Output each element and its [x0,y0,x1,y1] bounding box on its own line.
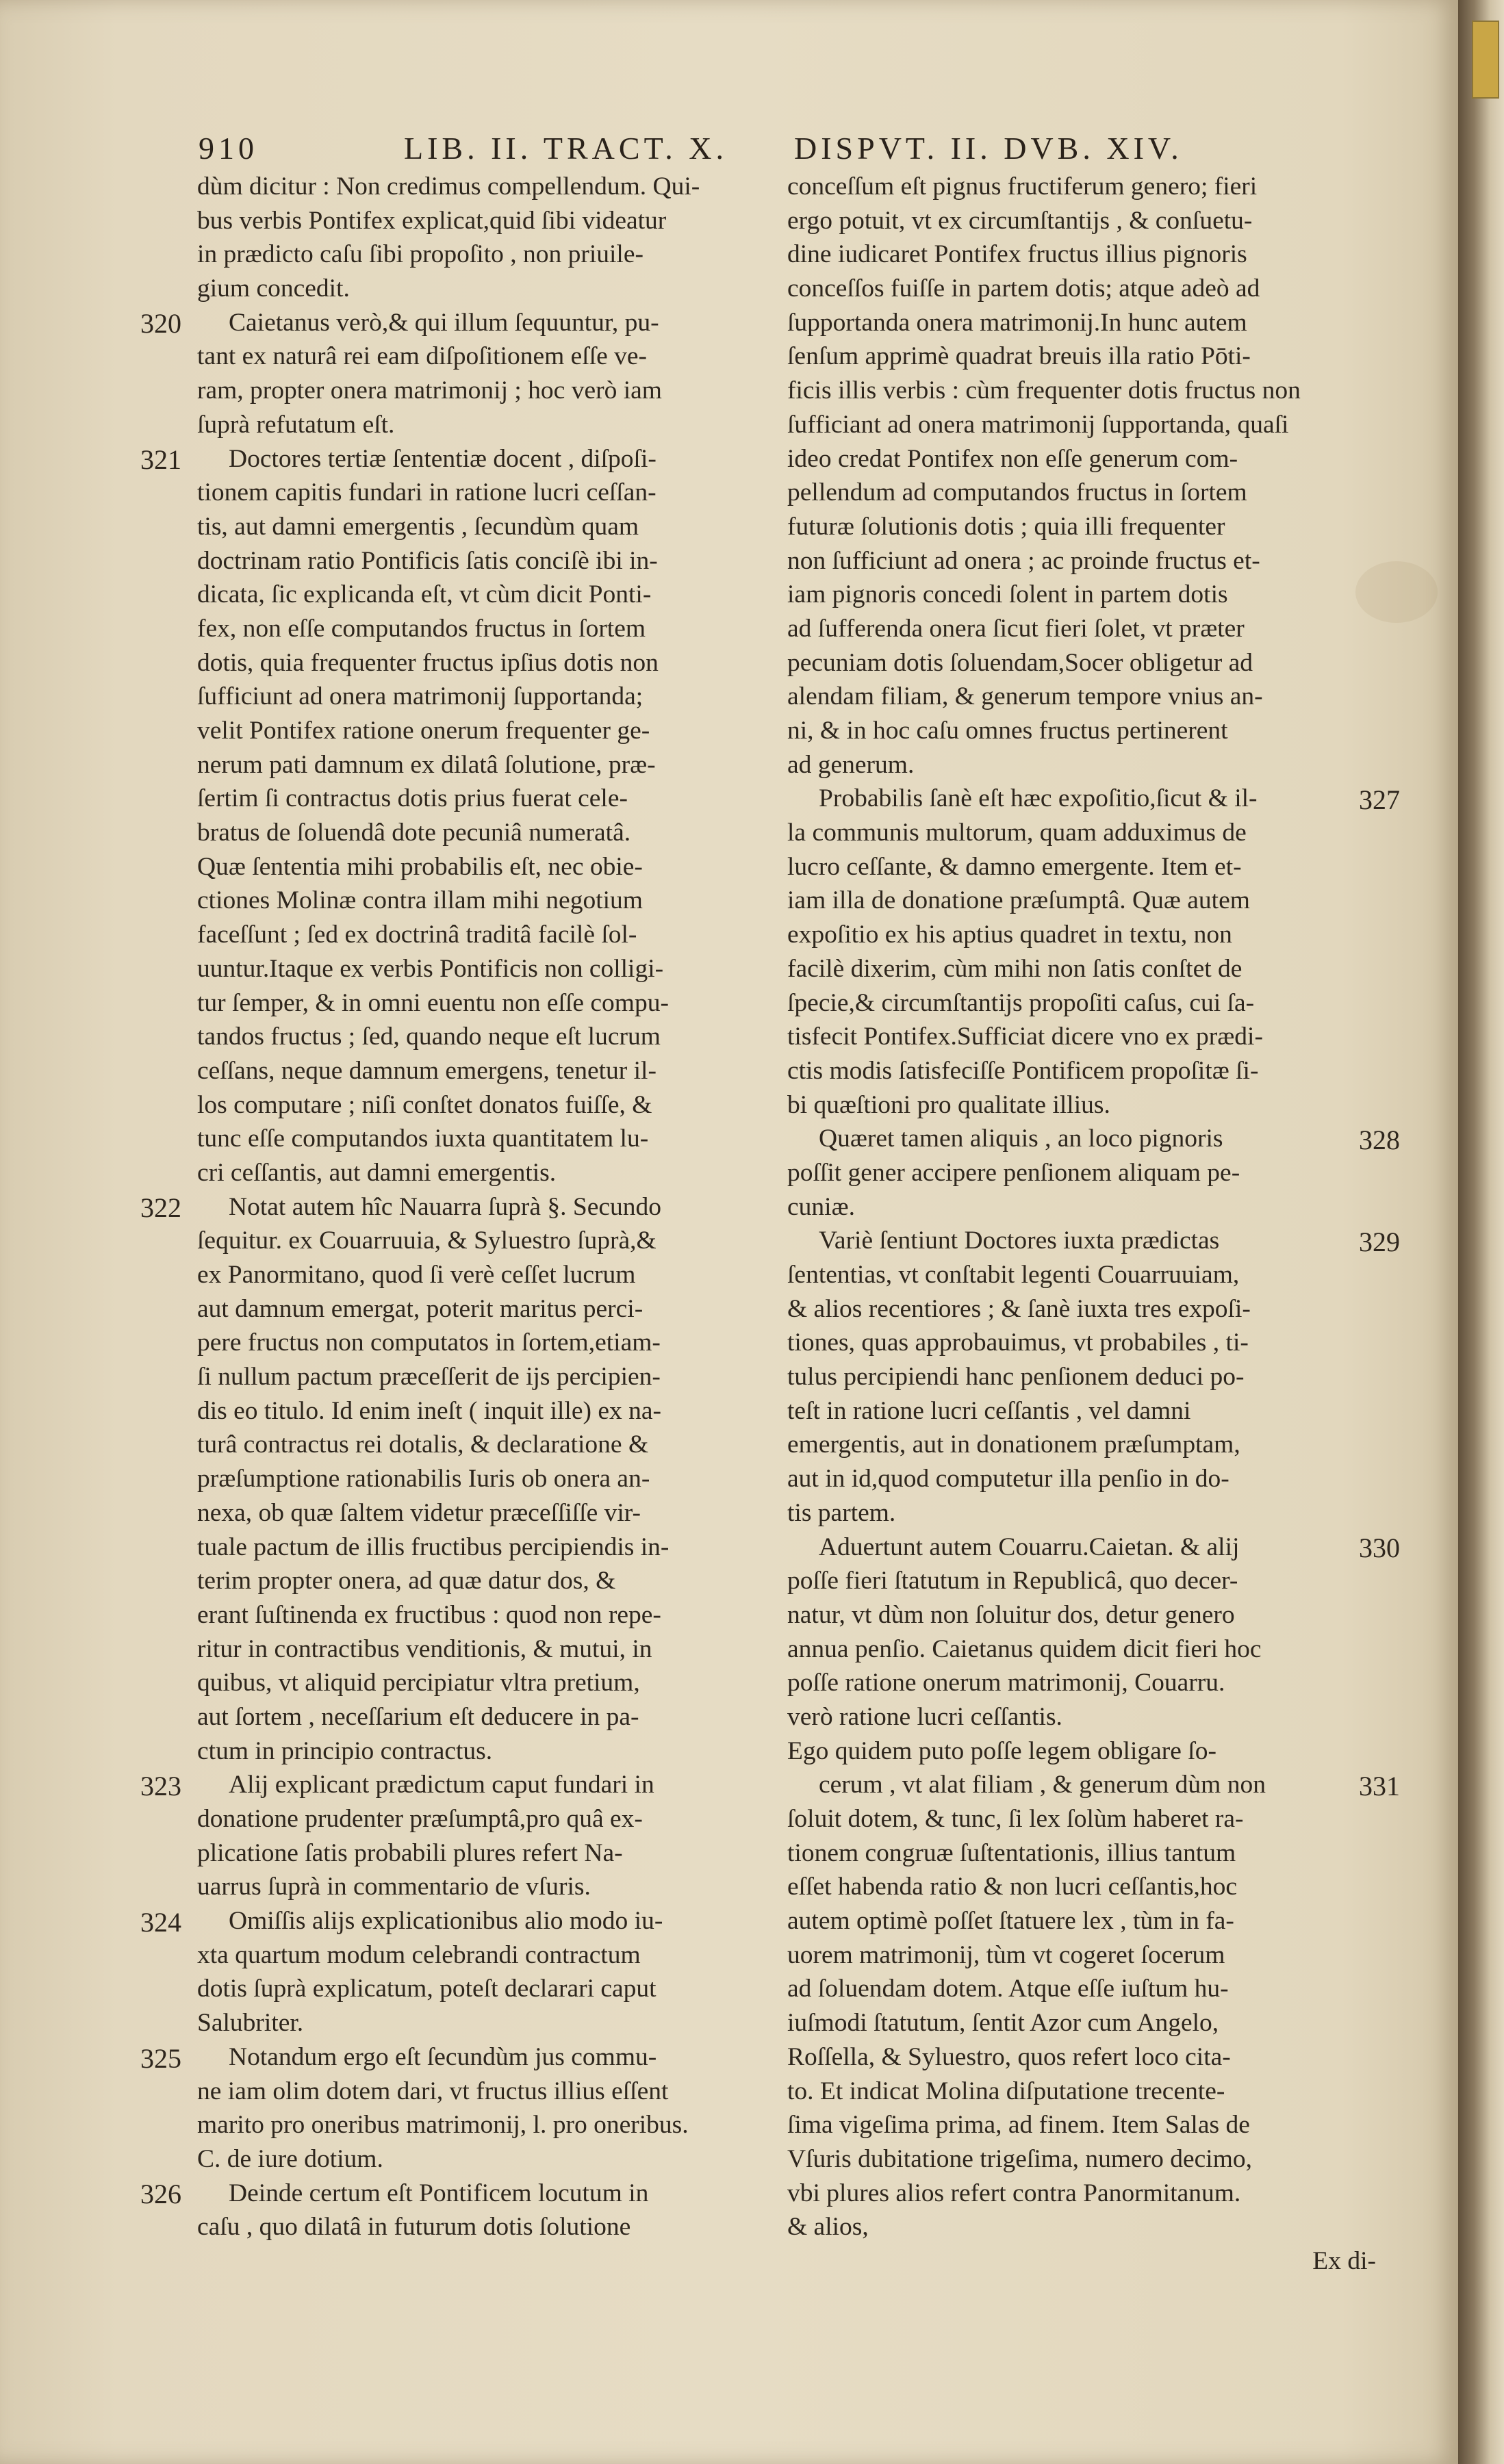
text-line: doctrinam ratio Pontificis ſatis conciſè ibi in- [197,546,658,575]
text-line: los computare ; niſi conſtet donatos fuiſſe, & [197,1090,652,1119]
text-line: ram, propter onera matrimonij ; hoc verò iam [197,376,662,405]
text-line: poſſe ratione onerum matrimonij, Couarru. [787,1669,1225,1697]
margin-number: 327 [1359,784,1400,815]
book-edge [1458,0,1504,2464]
text-line: cerum , vt alat filiam , & generum dùm non [819,1771,1266,1799]
text-line: Quæret tamen aliquis , an loco pignoris [819,1125,1223,1153]
text-line: ad ſufferenda onera ſicut fieri ſolet, vt præter [787,614,1245,643]
text-line: Ego quidem puto poſſe legem obligare ſo- [787,1736,1216,1765]
text-line: Caietanus verò,& qui illum ſequuntur, pu- [229,308,659,337]
text-line: Salubriter. [197,2009,304,2038]
page-number: 910 [199,131,258,166]
margin-number: 325 [140,2042,181,2074]
text-line: præſumptione rationabilis Iuris ob onera an- [197,1465,650,1493]
text-line: tiones, quas approbauimus, vt probabiles , ti- [787,1329,1249,1357]
text-line: iam illa de donatione præſumptâ. Quæ autem [787,886,1250,915]
text-line: ceſſans, neque damnum emergens, tenetur il- [197,1056,657,1085]
text-line: nexa, ob quæ ſaltem videtur præceſſiſſe vir- [197,1498,641,1527]
text-line: poſſe fieri ſtatutum in Republicâ, quo decer- [787,1567,1238,1595]
text-line: tis partem. [787,1498,896,1527]
text-line: la communis multorum, quam adduximus de [787,819,1247,847]
text-line: ad ſoluendam dotem. Atque eſſe iuſtum hu- [787,1975,1229,2003]
text-line: ſima vigeſima prima, ad finem. Item Salas de [787,2111,1250,2140]
margin-number: 330 [1359,1532,1400,1563]
text-line: aut damnum emergat, poterit maritus perci- [197,1294,643,1323]
text-line: & alios, [787,2213,869,2242]
margin-number: 324 [140,1906,181,1938]
text-line: tisfecit Pontifex.Sufficiat dicere vno ex prædi- [787,1023,1263,1051]
text-line: facilè dixerim, cùm mihi non ſatis conſtet de [787,954,1242,983]
text-line: to. Et indicat Molina diſputatione trecente- [787,2077,1225,2105]
margin-number: 331 [1359,1770,1400,1801]
text-line: ficis illis verbis : cùm frequenter dotis fructus non [787,376,1301,405]
text-line: iam pignoris concedi ſolent in partem dotis [787,580,1228,609]
text-line: cuniæ. [787,1192,855,1221]
text-line: vbi plures alios refert contra Panormitanum. [787,2179,1241,2207]
text-line: ideo credat Pontifex non eſſe generum com- [787,444,1238,473]
text-line: ſi nullum pactum præceſſerit de ijs percipien- [197,1363,661,1391]
text-line: autem optimè poſſet ſtatuere lex , tùm in fa- [787,1907,1234,1936]
text-line: tulus percipiendi hanc penſionem deduci po- [787,1363,1245,1391]
text-line: conceſſos fuiſſe in partem dotis; atque adeò ad [787,274,1260,303]
text-line: lucro ceſſante, & damno emergente. Item et- [787,852,1242,881]
text-line: ritur in contractibus venditionis, & mutui, in [197,1634,652,1663]
text-line: ad generum. [787,750,915,779]
text-line: ne iam olim dotem dari, vt fructus illius eſſent [197,2077,669,2105]
text-line: ſertim ſi contractus dotis prius fuerat cele- [197,784,628,813]
text-line: Quæ ſententia mihi probabilis eſt, nec obie- [197,852,643,881]
text-line: tuale pactum de illis fructibus percipiendis in- [197,1532,670,1561]
header-right-title: DISPVT. II. DVB. XIV. [794,131,1183,166]
text-line: Deinde certum eſt Pontificem locutum in [229,2179,649,2207]
text-line: poſſit gener accipere penſionem aliquam pe- [787,1158,1240,1187]
text-line: pecuniam dotis ſoluendam,Socer obligetur ad [787,648,1253,677]
text-line: Doctores tertiæ ſententiæ docent , diſpoſi- [229,444,657,473]
text-line: verò ratione lucri ceſſantis. [787,1702,1062,1731]
text-line: plicatione ſatis probabili plures refert Na- [197,1838,623,1867]
text-line: Notandum ergo eſt ſecundùm jus commu- [229,2042,657,2071]
color-calibration-tab [1472,21,1499,99]
text-line: C. de iure dotium. [197,2144,383,2173]
text-line: dotis, quia frequenter fructus ipſius dotis non [197,648,659,677]
text-line: dùm dicitur : Non credimus compellendum. Qui- [197,172,700,201]
text-line: turâ contractus rei dotalis, & declaratione & [197,1430,649,1459]
text-line: dine iudicaret Pontifex fructus illius pignoris [787,240,1247,269]
text-line: ſuprà refutatum eſt. [197,410,395,439]
text-line: expoſitio ex his aptius quadret in textu, non [787,921,1232,949]
text-line: erant ſuſtinenda ex fructibus : quod non repe- [197,1600,661,1629]
text-line: natur, vt dùm non ſoluitur dos, detur genero [787,1600,1235,1629]
text-line: ſpecie,& circumſtantijs propoſiti caſus, cui ſa- [787,988,1255,1017]
text-line: quibus, vt aliquid percipiatur vltra pretium, [197,1669,640,1697]
text-line: tis, aut damni emergentis , ſecundùm quam [197,512,639,541]
text-line: Vſuris dubitatione trigeſima, numero decimo, [787,2144,1253,2173]
text-line: non ſufficiunt ad onera ; ac proinde fructus et- [787,546,1260,575]
text-line: bi quæſtioni pro qualitate illius. [787,1090,1110,1119]
text-line: ergo potuit, vt ex circumſtantijs , & conſuetu- [787,206,1253,235]
header-left-title: LIB. II. TRACT. X. [404,131,728,166]
text-line: Ex di- [1312,2246,1376,2275]
margin-number: 321 [140,444,181,475]
text-line: pere fructus non computatos in ſortem,etiam- [197,1329,661,1357]
text-line: in prædicto caſu ſibi propoſito , non priuile- [197,240,643,269]
text-line: Aduertunt autem Couarru.Caietan. & alij [819,1532,1240,1561]
text-line: aut ſortem , neceſſarium eſt deducere in pa- [197,1702,639,1731]
text-line: fex, non eſſe computandos fructus in ſortem [197,614,646,643]
margin-number: 329 [1359,1226,1400,1257]
text-line: tur ſemper, & in omni euentu non eſſe compu- [197,988,669,1017]
text-line: Roſſella, & Syluestro, quos refert loco cita- [787,2042,1231,2071]
text-line: gium concedit. [197,274,350,303]
text-line: caſu , quo dilatâ in futurum dotis ſolutione [197,2213,631,2242]
text-line: & alios recentiores ; & ſanè iuxta tres expoſi- [787,1294,1251,1323]
text-line: ſufficiunt ad onera matrimonij ſupportanda; [197,682,643,711]
text-line: teſt in ratione lucri ceſſantis , vel damni [787,1396,1191,1425]
text-line: ctum in principio contractus. [197,1736,493,1765]
text-line: Variè ſentiunt Doctores iuxta prædictas [819,1227,1220,1255]
text-line: uarrus ſuprà in commentario de vſuris. [197,1873,591,1901]
text-line: eſſet habenda ratio & non lucri ceſſantis,hoc [787,1873,1238,1901]
text-line: uuntur.Itaque ex verbis Pontificis non colligi- [197,954,664,983]
left-text-column [197,170,772,2244]
text-line: ſoluit dotem, & tunc, ſi lex ſolùm haberet ra- [787,1805,1244,1833]
text-line: dotis ſuprà explicatum, poteſt declarari caput [197,1975,657,2003]
text-line: xta quartum modum celebrandi contractum [197,1940,641,1969]
margin-number: 323 [140,1770,181,1801]
text-line: pellendum ad computandos fructus in ſortem [787,478,1247,507]
text-line: tionem capitis fundari in ratione lucri ceſſan- [197,478,657,507]
text-line: donatione prudenter præſumptâ,pro quâ ex- [197,1805,643,1833]
text-line: iuſmodi ſtatutum, ſentit Azor cum Angelo, [787,2009,1219,2038]
text-line: tant ex naturâ rei eam diſpoſitionem eſſe ve- [197,342,648,371]
text-line: marito pro oneribus matrimonij, l. pro oneribus. [197,2111,689,2140]
text-line: ctis modis ſatisfeciſſe Pontificem propoſitæ ſi- [787,1056,1259,1085]
text-line: Notat autem hîc Nauarra ſuprà §. Secundo [229,1192,662,1221]
text-line: faceſſunt ; ſed ex doctrinâ traditâ facilè ſol- [197,921,637,949]
text-line: bratus de ſoluendâ dote pecuniâ numeratâ. [197,819,631,847]
text-line: dicata, ſic explicanda eſt, vt cùm dicit Ponti- [197,580,652,609]
text-line: nerum pati damnum ex dilatâ ſolutione, præ- [197,750,656,779]
text-line: cri ceſſantis, aut damni emergentis. [197,1158,557,1187]
text-line: terim propter onera, ad quæ datur dos, & [197,1567,616,1595]
text-line: aut in id,quod computetur illa penſio in do- [787,1465,1229,1493]
text-line: tionem congruæ ſuſtentationis, illius tantum [787,1838,1236,1867]
text-line: uorem matrimonij, tùm vt cogeret ſocerum [787,1940,1225,1969]
text-line: ex Panormitano, quod ſi verè ceſſet lucrum [197,1261,636,1289]
text-line: annua penſio. Caietanus quidem dicit fieri hoc [787,1634,1262,1663]
text-line: tunc eſſe computandos iuxta quantitatem lu- [197,1125,649,1153]
text-line: Probabilis ſanè eſt hæc expoſitio,ſicut & il- [819,784,1258,813]
text-line: futuræ ſolutionis dotis ; quia illi frequenter [787,512,1225,541]
text-line: tandos fructus ; ſed, quando neque eſt lucrum [197,1023,661,1051]
text-line: bus verbis Pontifex explicat,quid ſibi videatur [197,206,667,235]
text-line: ni, & in hoc caſu omnes fructus pertinerent [787,717,1228,745]
text-line: ſupportanda onera matrimonij.In hunc autem [787,308,1247,337]
text-line: dis eo titulo. Id enim ineſt ( inquit ille) ex na- [197,1396,661,1425]
text-line: ſenſum apprimè quadrat breuis illa ratio Pōti- [787,342,1251,371]
margin-number: 328 [1359,1124,1400,1155]
text-line: velit Pontifex ratione onerum frequenter ge- [197,717,650,745]
text-line: Omiſſis alijs explicationibus alio modo iu- [229,1907,663,1936]
text-line: Alij explicant prædictum caput fundari in [229,1771,654,1799]
text-line: ctiones Molinæ contra illam mihi negotium [197,886,643,915]
margin-number: 320 [140,307,181,339]
margin-number: 326 [140,2179,181,2210]
margin-number: 322 [140,1192,181,1223]
text-line: ſufficiant ad onera matrimonij ſupportanda, quaſi [787,410,1289,439]
right-text-column [787,170,1376,2279]
text-line: ſententias, vt conſtabit legenti Couarruuiam, [787,1261,1240,1289]
text-line: emergentis, aut in donationem præſumptam, [787,1430,1240,1459]
text-line: alendam filiam, & generum tempore vnius an- [787,682,1263,711]
text-line: ſequitur. ex Couarruuia, & Syluestro ſuprà,& [197,1227,657,1255]
text-line: conceſſum eſt pignus fructiferum genero; fieri [787,172,1258,201]
